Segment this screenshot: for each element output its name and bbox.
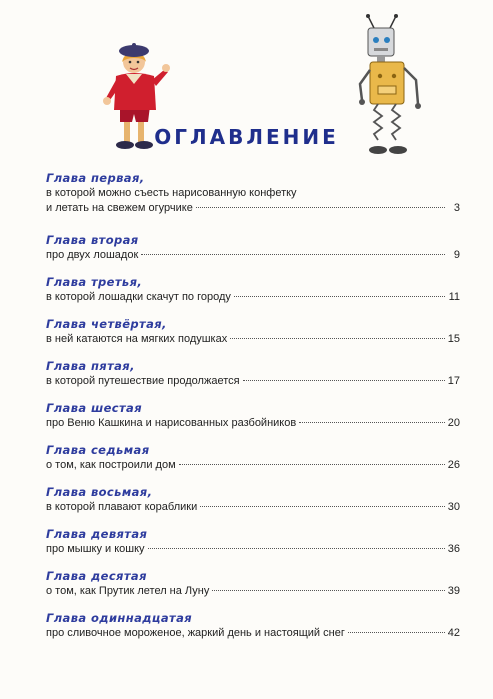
chapter-heading: Глава третья, — [46, 275, 143, 289]
page-number: 20 — [447, 417, 460, 429]
dot-leader — [243, 380, 445, 381]
page-number: 17 — [447, 375, 460, 387]
page-number: 15 — [447, 333, 460, 345]
toc-entry[interactable] — [46, 316, 460, 347]
chapter-description: в которой можно съесть нарисованную конфетку — [46, 187, 297, 199]
chapter-description-last-line — [46, 374, 460, 389]
dot-leader — [196, 207, 445, 208]
page-number: 3 — [453, 202, 460, 214]
toc-entry[interactable] — [46, 232, 460, 263]
dot-leader — [212, 590, 444, 591]
chapter-heading: Глава восьмая, — [46, 485, 153, 499]
toc-entry[interactable] — [46, 568, 460, 599]
chapter-description: в которой лошадки скачут по городу — [46, 291, 231, 303]
chapter-description-last-line — [46, 500, 460, 515]
toc-entry[interactable] — [46, 358, 460, 389]
chapter-description: в ней катаются на мягких подушках — [46, 333, 228, 345]
toc-entry[interactable] — [46, 400, 460, 431]
chapter-description-last-line — [46, 416, 460, 431]
chapter-heading: Глава десятая — [46, 569, 147, 583]
toc-entry[interactable] — [46, 274, 460, 305]
dot-leader — [234, 296, 445, 297]
chapter-description: про сливочное мороженое, жаркий день и настоящий снег — [46, 627, 345, 639]
chapter-description: о том, как построили дом — [46, 459, 176, 471]
chapter-description-last-line — [46, 332, 460, 347]
dot-leader — [299, 422, 445, 423]
page-number: 36 — [447, 543, 460, 555]
chapter-heading: Глава седьмая — [46, 443, 150, 457]
chapter-description-last-line — [46, 201, 460, 216]
page-number: 30 — [447, 501, 460, 513]
chapter-heading: Глава вторая — [46, 233, 139, 247]
chapter-description: в которой плавают кораблики — [46, 501, 198, 513]
chapter-heading: Глава первая, — [46, 171, 145, 185]
chapter-description-last-line — [46, 626, 460, 641]
toc-entry[interactable] — [46, 610, 460, 641]
dot-leader — [200, 506, 445, 507]
dot-leader — [348, 632, 445, 633]
toc-entry[interactable] — [46, 170, 460, 216]
page-number: 26 — [447, 459, 460, 471]
toc-entry[interactable] — [46, 526, 460, 557]
page-number: 42 — [447, 627, 460, 639]
chapter-description: в которой путешествие продолжается — [46, 375, 240, 387]
chapter-description: и летать на свежем огурчике — [46, 202, 193, 214]
page-number: 39 — [447, 585, 460, 597]
chapter-heading: Глава девятая — [46, 527, 148, 541]
page-title: ОГЛАВЛЕНИЕ — [154, 125, 339, 149]
toc-entry[interactable] — [46, 484, 460, 515]
chapter-description-last-line — [46, 248, 460, 263]
chapter-description-last-line — [46, 290, 460, 305]
page-number: 11 — [448, 291, 460, 303]
chapter-description: про Веню Кашкина и нарисованных разбойников — [46, 417, 297, 429]
dot-leader — [230, 338, 445, 339]
chapter-description: о том, как Прутик летел на Луну — [46, 585, 210, 597]
dot-leader — [148, 548, 445, 549]
chapter-description: про двух лошадок — [46, 249, 139, 261]
chapter-description-last-line — [46, 584, 460, 599]
chapter-description: про мышку и кошку — [46, 543, 145, 555]
chapter-heading: Глава шестая — [46, 401, 142, 415]
chapter-heading: Глава четвёртая, — [46, 317, 167, 331]
toc-entry[interactable] — [46, 442, 460, 473]
chapter-description-last-line — [46, 542, 460, 557]
dot-leader — [179, 464, 445, 465]
chapter-heading: Глава одиннадцатая — [46, 611, 193, 625]
chapter-heading: Глава пятая, — [46, 359, 135, 373]
chapter-description-last-line — [46, 458, 460, 473]
dot-leader — [141, 254, 445, 255]
page-number: 9 — [453, 249, 460, 261]
